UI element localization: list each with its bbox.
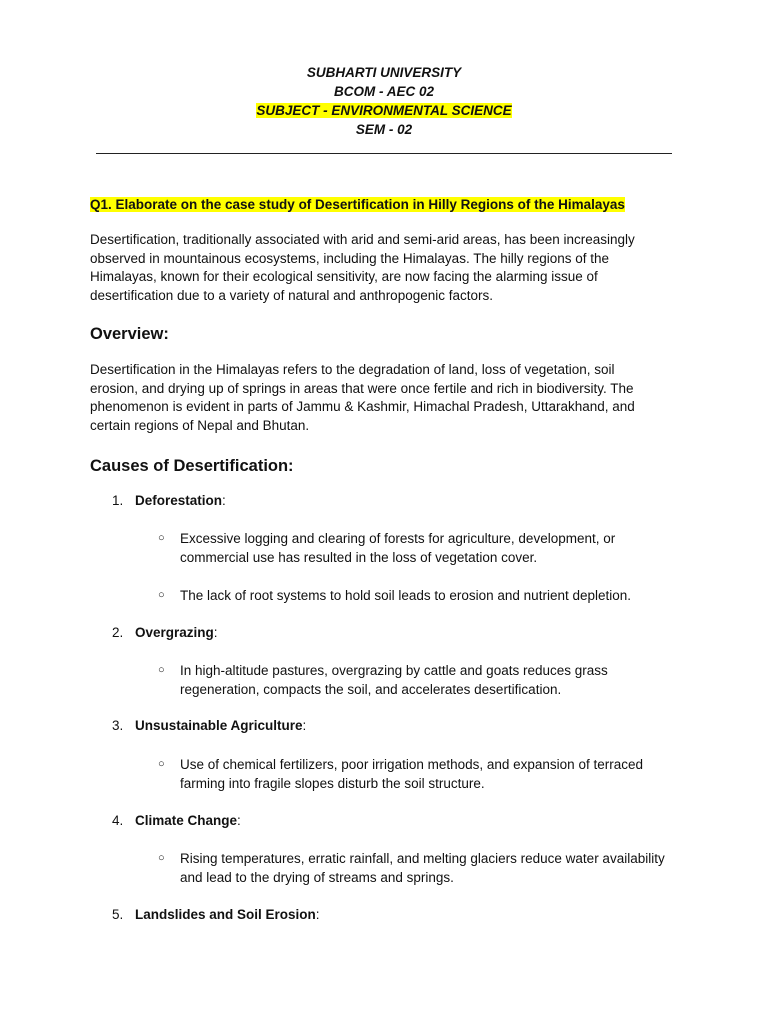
item-term: Landslides and Soil Erosion — [135, 907, 316, 922]
bullet-line: farming into fragile slopes disturb the soil structure. — [180, 776, 485, 791]
bullet-text — [180, 755, 688, 793]
bullet-text — [180, 586, 688, 605]
bullet-line: Use of chemical fertilizers, poor irrigation methods, and expansion of terraced — [180, 757, 643, 772]
semester: SEM - 02 — [355, 122, 413, 137]
item-term: Unsustainable Agriculture — [135, 718, 303, 733]
bullet-line: In high-altitude pastures, overgrazing by cattle and goats reduces grass — [180, 663, 608, 678]
bullet-line: The lack of root systems to hold soil leads to erosion and nutrient depletion. — [180, 588, 632, 603]
item-number: 5. — [112, 907, 124, 922]
bullet-line: commercial use has resulted in the loss of vegetation cover. — [180, 550, 538, 565]
item-colon: : — [213, 625, 218, 640]
university-name: SUBHARTI UNIVERSITY — [306, 65, 462, 80]
question-highlight: Q1. Elaborate on the case study of Desertification in Hilly Regions of the Himalayas — [90, 197, 625, 212]
item-term: Overgrazing — [135, 625, 214, 640]
subject-highlight: SUBJECT - ENVIRONMENTAL SCIENCE — [256, 103, 512, 118]
bullet-item — [158, 849, 688, 887]
cause-item-climate-change — [112, 812, 241, 830]
bullet-text — [180, 661, 688, 699]
bullet-line: and lead to the drying of streams and springs. — [180, 870, 454, 885]
bullet-item — [158, 755, 688, 793]
intro-line: Desertification, traditionally associated with arid and semi-arid areas, has been increasingly — [90, 232, 635, 247]
bullet-line: Excessive logging and clearing of forests for agriculture, development, or — [180, 531, 616, 546]
cause-item-unsustainable-agriculture — [112, 717, 306, 735]
cause-item-landslides-soil-erosion — [112, 906, 320, 924]
item-colon: : — [302, 718, 307, 733]
item-colon: : — [237, 813, 241, 828]
intro-line: observed in mountainous ecosystems, including the Himalayas. The hilly regions of the — [90, 250, 610, 266]
hollow-circle-bullet-icon: ○ — [158, 532, 165, 544]
item-number: 3. — [112, 718, 124, 733]
question-heading — [90, 196, 625, 213]
intro-paragraph — [90, 231, 670, 306]
bullet-text — [180, 529, 688, 567]
item-term: Climate Change — [135, 813, 238, 828]
bullet-line: regeneration, compacts the soil, and accelerates desertification. — [180, 682, 562, 697]
item-colon: : — [315, 907, 320, 922]
overview-paragraph — [90, 361, 670, 436]
bullet-item — [158, 529, 688, 567]
item-term: Deforestation — [135, 493, 223, 508]
item-colon: : — [222, 493, 226, 508]
hollow-circle-bullet-icon: ○ — [158, 589, 165, 601]
bullet-item — [158, 661, 688, 699]
hollow-circle-bullet-icon: ○ — [158, 758, 165, 770]
overview-line: certain regions of Nepal and Bhutan. — [90, 418, 310, 434]
course-code: BCOM - AEC 02 — [333, 84, 434, 99]
overview-line: erosion, and drying up of springs in areas that were once fertile and rich in biodiversity. The — [90, 380, 634, 396]
hollow-circle-bullet-icon: ○ — [158, 664, 165, 676]
bullet-item — [158, 586, 688, 605]
item-number: 2. — [112, 625, 124, 640]
intro-line: desertification due to a variety of natural and anthropogenic factors. — [90, 288, 493, 304]
subject-title — [0, 103, 768, 119]
cause-item-deforestation — [112, 492, 226, 510]
overview-line: phenomenon is evident in parts of Jammu & Kashmir, Himachal Pradesh, Uttarakhand, and — [90, 399, 635, 415]
intro-line: Himalayas, known for their ecological sensitivity, are now facing the alarming issue of — [90, 269, 598, 285]
header-divider — [96, 153, 672, 154]
item-number: 1. — [112, 493, 124, 508]
item-number: 4. — [112, 813, 124, 828]
overview-line: Desertification in the Himalayas refers to the degradation of land, loss of vegetation, soil — [90, 362, 615, 377]
overview-heading: Overview: — [90, 325, 169, 343]
hollow-circle-bullet-icon: ○ — [158, 852, 165, 864]
cause-item-overgrazing — [112, 624, 218, 642]
bullet-line: Rising temperatures, erratic rainfall, and melting glaciers reduce water availability — [180, 851, 665, 866]
bullet-text — [180, 849, 688, 887]
causes-heading: Causes of Desertification: — [90, 457, 294, 475]
